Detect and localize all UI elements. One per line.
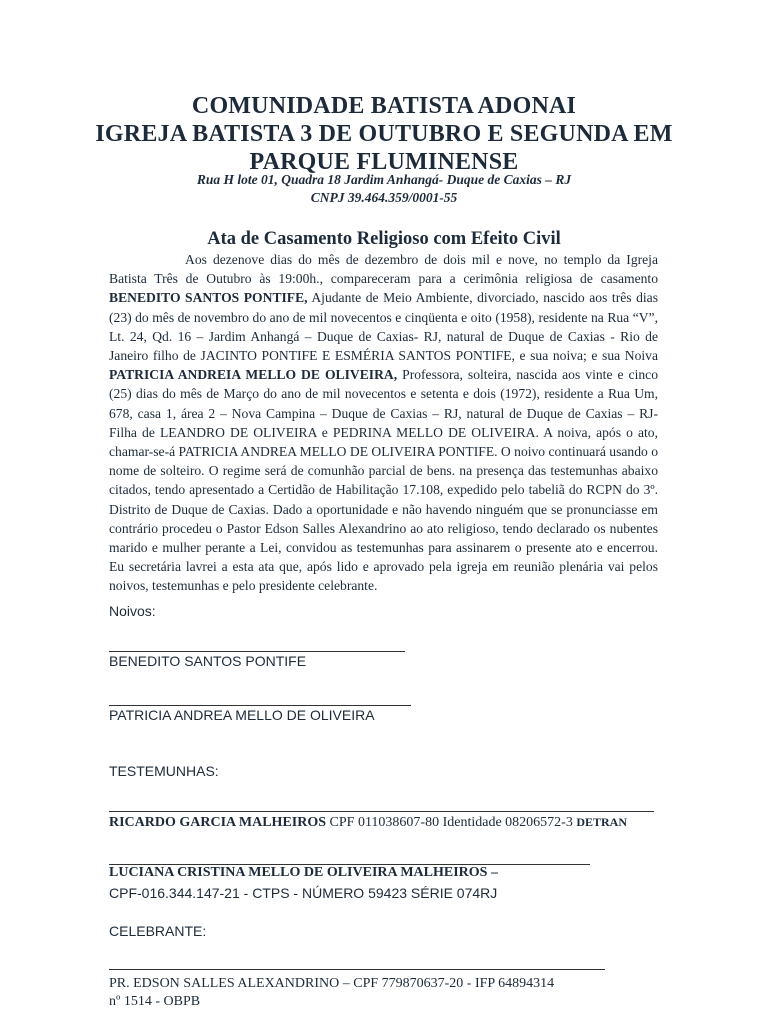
groom-signature-name: BENEDITO SANTOS PONTIFE	[109, 653, 307, 669]
celebrant-signature-line1: PR. EDSON SALLES ALEXANDRINO – CPF 779870637-20 - IFP 64894314	[109, 976, 555, 991]
witness2-docs: CPF-016.344.147-21 - CTPS - NÚMERO 59423 SÉRIE 074RJ	[109, 885, 498, 901]
body-text-1: Aos dezenove dias do mês de dezembro de dois mil e nove, no templo da Igreja Batista Três de Outubro às 19:00h., compareceram para a cerimônia religiosa de casamento	[109, 252, 658, 287]
witness1-signature	[109, 815, 627, 831]
body-text-2: Ajudante de Meio Ambiente, divorciado, nascido aos três dias (23) do mês de novembro do ano de mil novecentos e cinqüenta e oito (1958), residente na Rua “V”, Lt. 24, Qd. 16 – Jardim Anhangá – Duque de Caxias- RJ, natural de Duque de Caxias - Rio de Janeiro filho de JACINTO PONTIFE E ESMÉRIA SANTOS PONTIFE, e sua noiva; e sua Noiva	[109, 290, 658, 364]
body-text-3: Professora, solteira, nascida aos vinte e cinco (25) dias do mês de Março do ano de mil novecentos e setenta e dois (1972), residente a Rua Um, 678, casa 1, área 2 – Nova Campina – Duque de Caxias – RJ, natural de Duque de Caxias – RJ- Filha de LEANDRO DE OLIVEIRA e PEDRINA MELLO DE OLIVEIRA. A noiva, após o ato, chamar-se-á PATRICIA ANDREA MELLO DE OLIVEIRA PONTIFE. O noivo continuará usando o nome de solteiro. O regime será de comunhão parcial de bens. na presença das testemunhas abaixo citados, tendo apresentado a Certidão de Habilitação 17.108, expedido pelo tabeliã do RCPN do 3º. Distrito de Duque de Caxias. Dado a oportunidade e não havendo ninguém que se pronunciasse em contrário procedeu o Pastor Edson Salles Alexandrino ao ato religioso, tendo declarado os nubentes marido e mulher perante a Lei, convidou as testemunhas para assinarem o presente ato e encerrou. Eu secretária lavrei a esta ata que, após lido e aprovado pela igreja em reunião plenária vai pelos noivos, testemunhas e pelo presidente celebrante.	[109, 367, 658, 594]
header-title-1: COMUNIDADE BATISTA ADONAI	[191, 93, 577, 119]
celebrant-label: CELEBRANTE:	[109, 923, 207, 939]
signature-line-witness1	[109, 811, 654, 812]
witnesses-label: TESTEMUNHAS:	[109, 763, 219, 779]
header-address: Rua H lote 01, Quadra 18 Jardim Anhangá- Duque de Caxias – RJ	[196, 172, 572, 187]
witness1-org: DETRAN	[576, 815, 628, 829]
header-block	[0, 92, 768, 176]
bride-name-bold: PATRICIA ANDREIA MELLO DE OLIVEIRA,	[109, 367, 398, 383]
document-body	[109, 250, 658, 596]
groom-name-bold: BENEDITO SANTOS PONTIFE,	[109, 290, 308, 306]
noivos-label: Noivos:	[109, 603, 156, 619]
witness2-name: LUCIANA CRISTINA MELLO DE OLIVEIRA MALHEIROS –	[109, 865, 498, 880]
celebrant-signature-line2: nº 1514 - OBPB	[109, 994, 201, 1009]
signature-line-celebrant	[109, 969, 605, 970]
document-title: Ata de Casamento Religioso com Efeito Civil	[207, 229, 561, 249]
witness1-name: RICARDO GARCIA MALHEIROS	[109, 815, 327, 830]
signature-line-groom	[109, 651, 405, 652]
bride-signature-name: PATRICIA ANDREA MELLO DE OLIVEIRA	[109, 707, 375, 723]
header-cnpj: CNPJ 39.464.359/0001-55	[310, 190, 458, 205]
header-title-3: PARQUE FLUMINENSE	[249, 149, 519, 175]
witness1-docs: CPF 011038607-80 Identidade 08206572-3	[326, 815, 577, 830]
header-title-2: IGREJA BATISTA 3 DE OUTUBRO E SEGUNDA EM	[95, 121, 673, 147]
signature-line-bride	[109, 705, 411, 706]
